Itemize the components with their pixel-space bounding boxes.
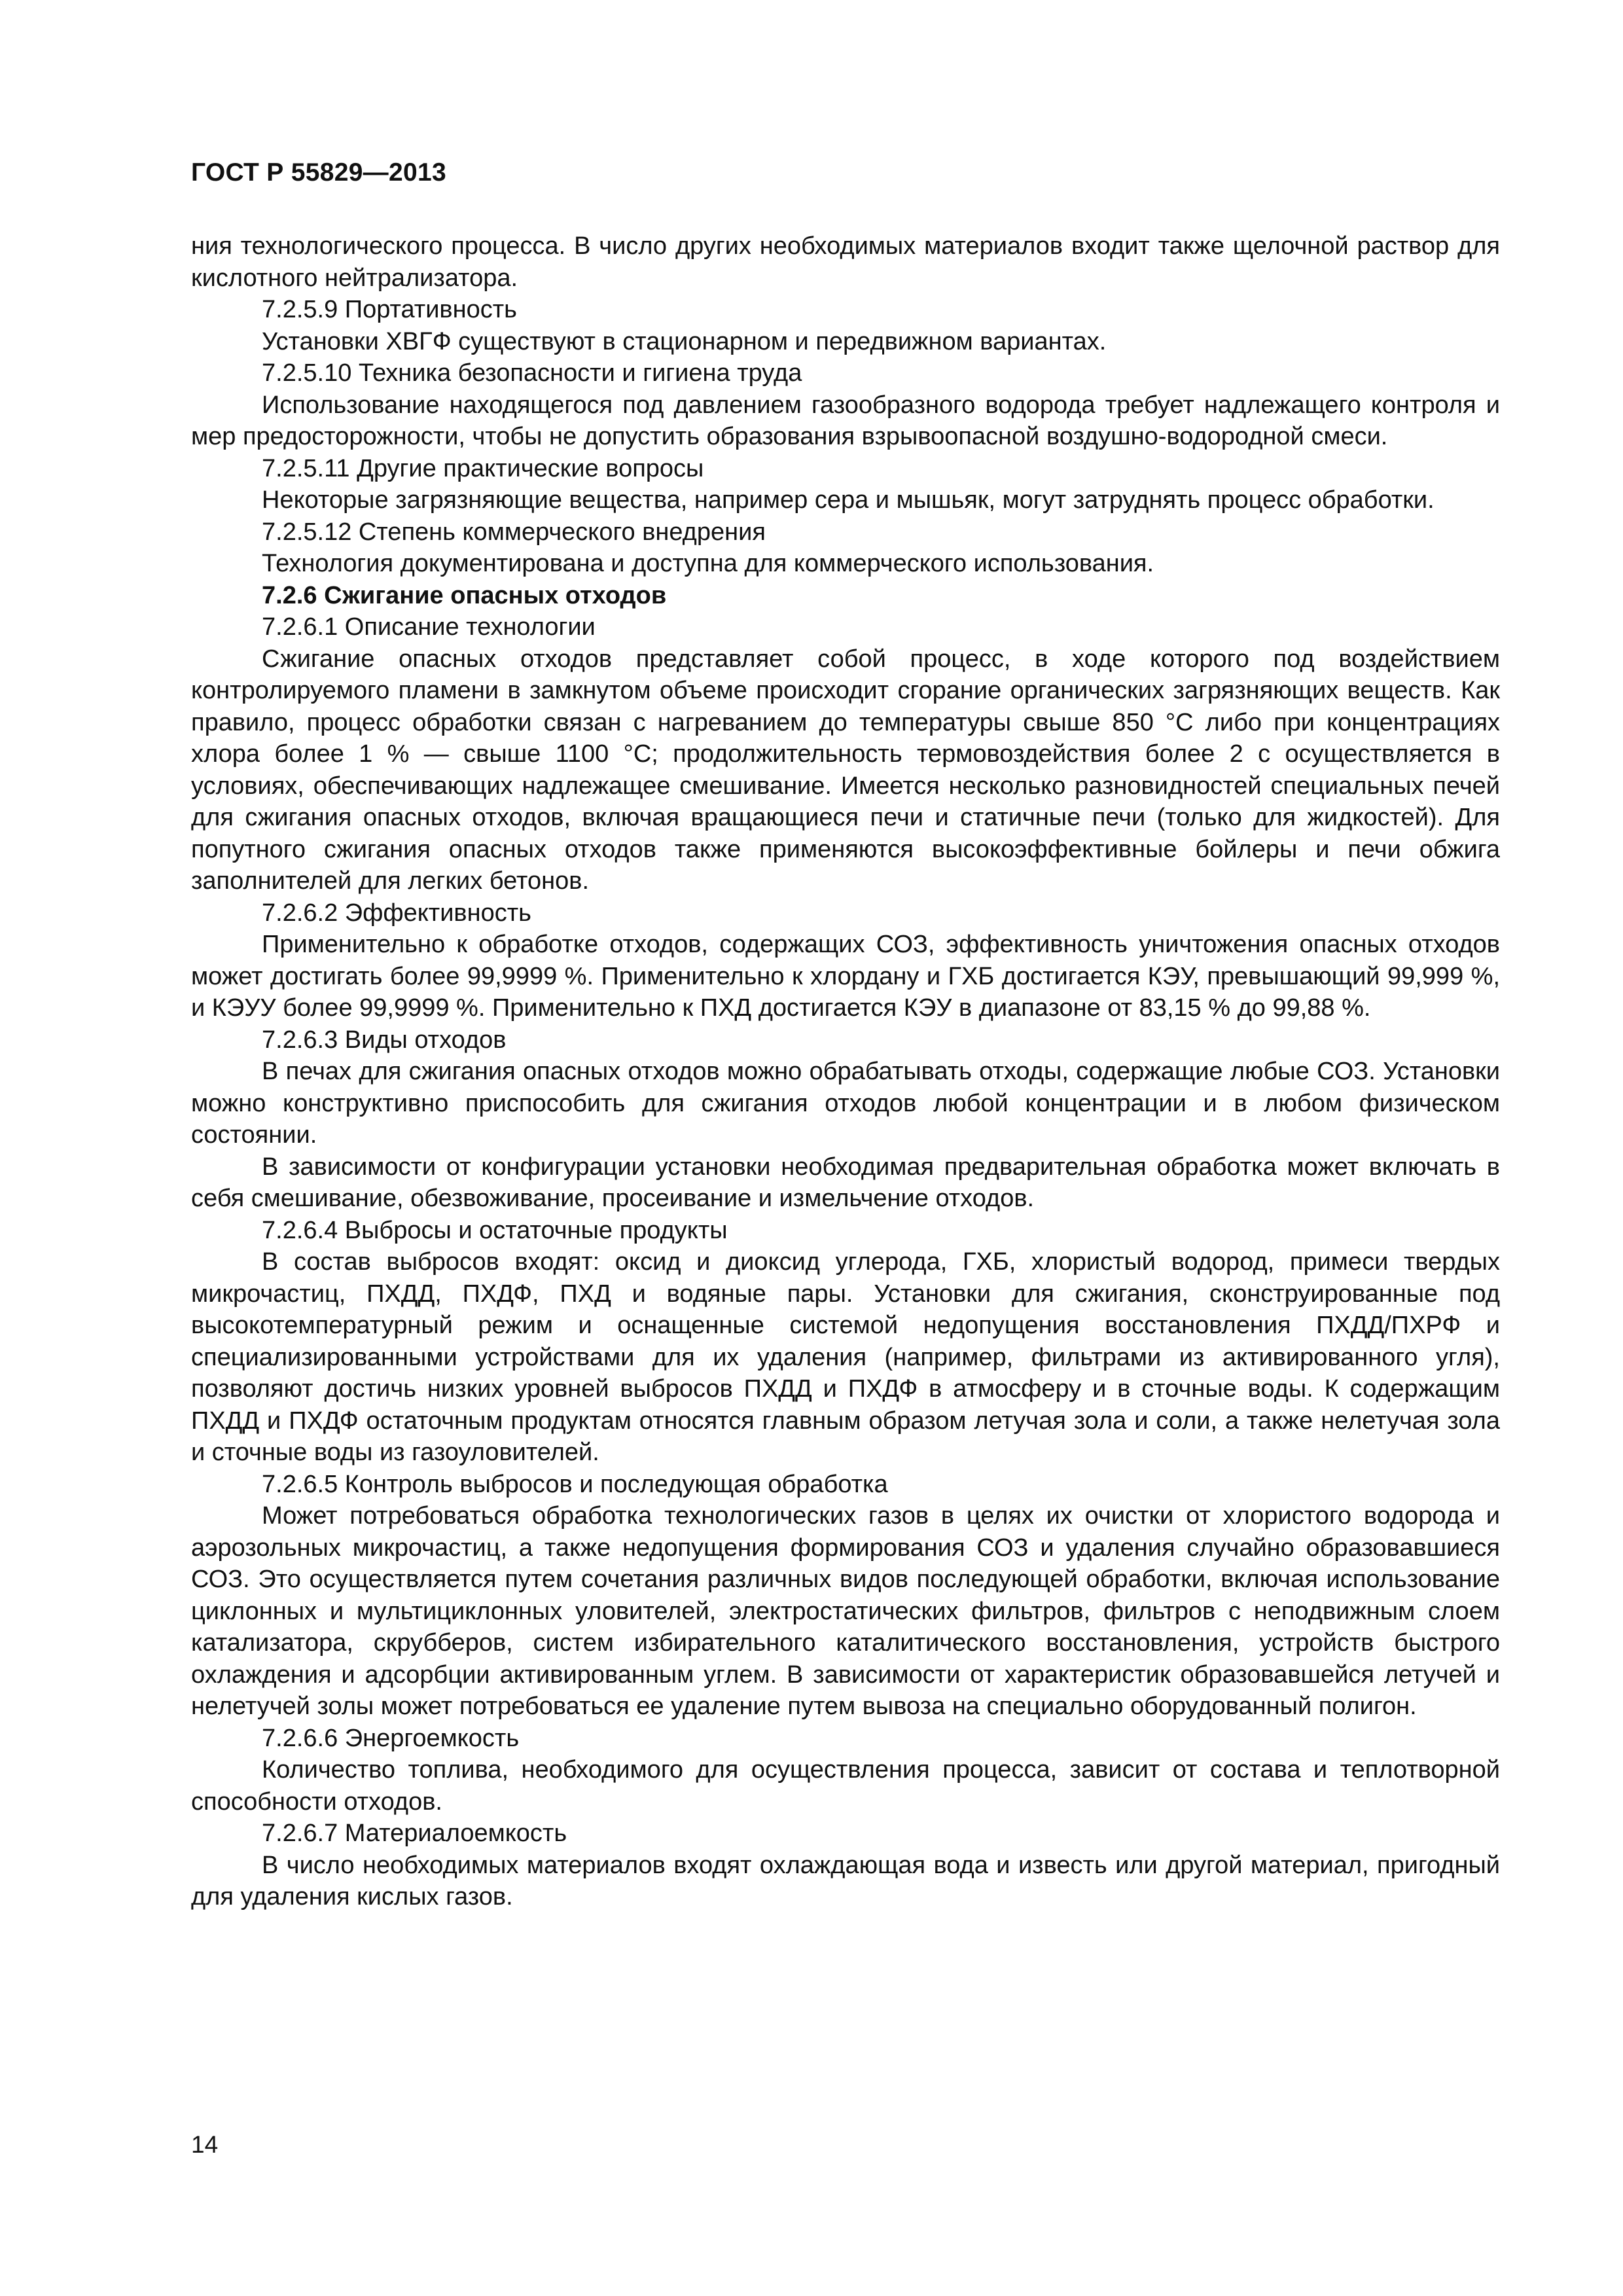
paragraph: В зависимости от конфигурации установки необходимая предварительная обработка может включать в себя смешивание, обезвоживание, просеивание и измельчение отходов. — [191, 1153, 1500, 1212]
page-header-title: ГОСТ Р 55829—2013 — [191, 158, 446, 187]
document-body — [191, 230, 1500, 1913]
paragraph: Применительно к обработке отходов, содержащих СОЗ, эффективность уничтожения опасных отходов может достигать более 99,9999 %. Применительно к хлордану и ГХБ достигается КЭУ, превышающий 99,999 %, и КЭУУ более 99,9999 %. Применительно к ПХД достигается КЭУ в диапазоне от 83,15 % до 99,88 %. — [191, 931, 1500, 1022]
section-heading-7-2-6-6: 7.2.6.6 Энергоемкость — [262, 1724, 520, 1752]
section-heading-7-2-5-11: 7.2.5.11 Другие практические вопросы — [262, 454, 704, 482]
paragraph: Может потребоваться обработка технологических газов в целях их очистки от хлористого водорода и аэрозольных микрочастиц, а также недопущения формирования СОЗ и удаления случайно образовавшиеся СОЗ. Это осуществляется путем сочетания различных видов последующей обработки, включая использование циклонных и мультициклонных уловителей, электростатических фильтров, фильтров с неподвижным слоем катализатора, скрубберов, систем избирательного каталитического восстановления, устройств быстрого охлаждения и адсорбции активированным углем. В зависимости от характеристик образовавшейся летучей и нелетучей золы может потребоваться ее удаление путем вывоза на специально оборудованный полигон. — [191, 1502, 1500, 1720]
section-heading-7-2-6-1: 7.2.6.1 Описание технологии — [262, 613, 596, 641]
section-heading-7-2-5-9: 7.2.5.9 Портативность — [262, 296, 517, 323]
section-heading-7-2-6-7: 7.2.6.7 Материалоемкость — [262, 1820, 567, 1847]
section-heading-7-2-5-12: 7.2.5.12 Степень коммерческого внедрения — [262, 518, 766, 546]
paragraph: В печах для сжигания опасных отходов можно обрабатывать отходы, содержащие любые СОЗ. Установки можно конструктивно приспособить для сжигания отходов любой концентрации и в любом физическом состоянии. — [191, 1058, 1500, 1149]
paragraph: Сжигание опасных отходов представляет собой процесс, в ходе которого под воздействием контролируемого пламени в замкнутом объеме происходит сгорание органических загрязняющих веществ. Как правило, процесс обработки связан с нагреванием до температуры свыше 850 °С либо при концентрациях хлора более 1 % — свыше 1100 °С; продолжительность термовоздействия более 2 с осуществляется в условиях, обеспечивающих надлежащее смешивание. Имеется несколько разновидностей специальных печей для сжигания опасных отходов, включая вращающиеся печи и статичные печи (только для жидкостей). Для попутного сжигания опасных отходов также применяются высокоэффективные бойлеры и печи обжига заполнителей для легких бетонов. — [191, 645, 1500, 895]
page-number: 14 — [191, 2131, 219, 2158]
section-heading-7-2-5-10: 7.2.5.10 Техника безопасности и гигиена труда — [262, 359, 802, 387]
paragraph: В состав выбросов входят: оксид и диоксид углерода, ГХБ, хлористый водород, примеси твердых микрочастиц, ПХДД, ПХДФ, ПХД и водяные пары. Установки для сжигания, сконструированные под высокотемпературный режим и оснащенные системой недопущения восстановления ПХДД/ПХРФ и специализированными устройствами для их удаления (например, фильтрами из активированного угля), позволяют достичь низких уровней выбросов ПХДД и ПХДФ в атмосферу и в сточные воды. К содержащим ПХДД и ПХДФ остаточным продуктам относятся главным образом летучая зола и соли, а также нелетучая зола и сточные воды из газоуловителей. — [191, 1248, 1500, 1466]
paragraph-continued: ния технологического процесса. В число других необходимых материалов входит также щелочной раствор для кислотного нейтрализатора. — [191, 232, 1500, 292]
paragraph: Установки ХВГФ существуют в стационарном и передвижном вариантах. — [262, 327, 1107, 355]
section-heading-7-2-6-3: 7.2.6.3 Виды отходов — [262, 1026, 507, 1054]
paragraph: Количество топлива, необходимого для осуществления процесса, зависит от состава и теплотворной способности отходов. — [191, 1756, 1500, 1816]
section-heading-7-2-6-2: 7.2.6.2 Эффективность — [262, 899, 531, 927]
section-heading-7-2-6-5: 7.2.6.5 Контроль выбросов и последующая обработка — [262, 1470, 888, 1498]
paragraph: Использование находящегося под давлением газообразного водорода требует надлежащего контроля и мер предосторожности, чтобы не допустить образования взрывоопасной воздушно-водородной смеси. — [191, 391, 1500, 450]
paragraph: Некоторые загрязняющие вещества, например сера и мышьяк, могут затруднять процесс обработки. — [262, 486, 1435, 514]
paragraph: В число необходимых материалов входят охлаждающая вода и известь или другой материал, пригодный для удаления кислых газов. — [191, 1851, 1500, 1910]
paragraph: Технология документирована и доступна для коммерческого использования. — [262, 550, 1154, 577]
section-heading-7-2-6-4: 7.2.6.4 Выбросы и остаточные продукты — [262, 1216, 728, 1244]
section-heading-7-2-6: 7.2.6 Сжигание опасных отходов — [262, 581, 667, 609]
